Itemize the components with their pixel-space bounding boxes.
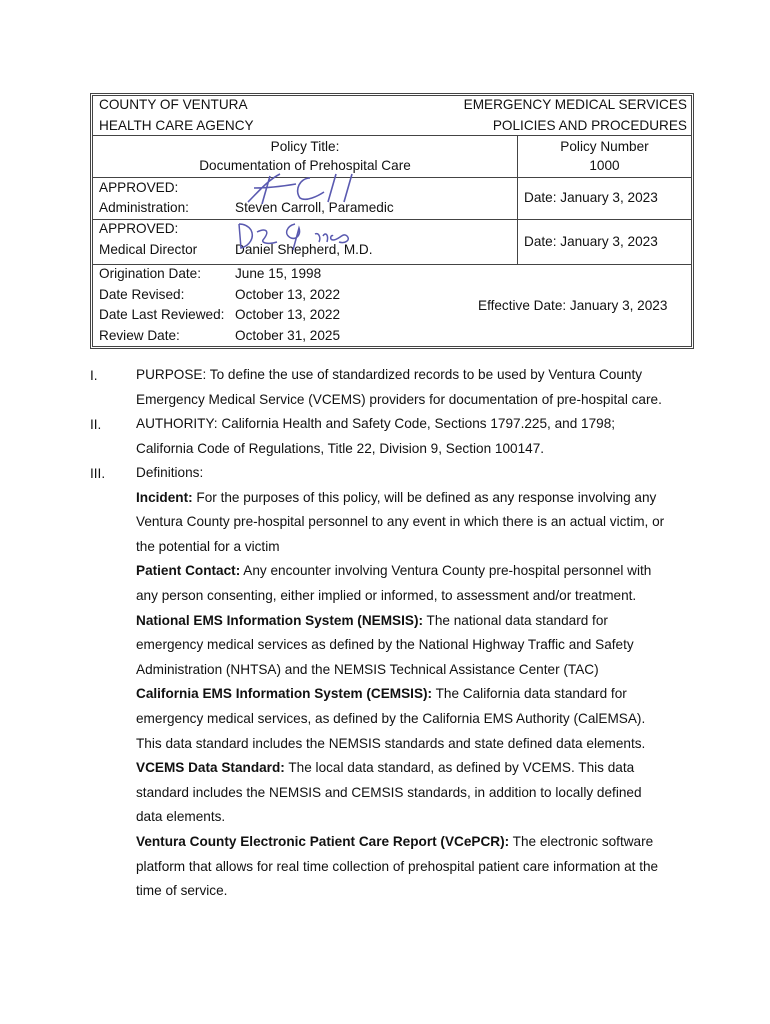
section-number-3: III. (90, 466, 106, 481)
admin-label: Administration: (99, 200, 189, 215)
purpose-line: Emergency Medical Service (VCEMS) providers for documentation of pre-hospital care. (136, 391, 662, 407)
section-number-2: II. (90, 417, 102, 432)
table-divider (93, 219, 691, 220)
authority-line: California Code of Regulations, Title 22, Division 9, Section 100147. (136, 440, 545, 456)
effective-date: Effective Date: January 3, 2023 (478, 298, 668, 313)
purpose-section (136, 363, 696, 412)
policy-title: Documentation of Prehospital Care (199, 158, 411, 173)
table-divider (93, 135, 691, 136)
reviewed-date: October 13, 2022 (235, 307, 341, 322)
authority-section (136, 412, 696, 461)
definition-term: California EMS Information System (CEMSIS): (136, 686, 433, 702)
definition-line: any person consenting, either implied or informed, to assessment and/or treatment. (136, 587, 637, 603)
definition-text: The California data standard for (432, 686, 627, 702)
definition-term: National EMS Information System (NEMSIS): (136, 612, 424, 628)
definitions-section (136, 461, 696, 904)
definition-term: Ventura County Electronic Patient Care Report (VCePCR): (136, 833, 510, 849)
definition-vcepcr (136, 830, 696, 855)
table-divider (93, 177, 691, 178)
definitions-heading: Definitions: (136, 465, 204, 480)
review-date: October 31, 2025 (235, 328, 341, 343)
definition-line: the potential for a victim (136, 538, 280, 554)
origination-label: Origination Date: (99, 266, 202, 281)
approved-label: APPROVED: (99, 180, 179, 195)
definition-text: For the purposes of this policy, will be defined as any response involving any (192, 489, 657, 505)
definition-term: Incident: (136, 489, 193, 505)
definition-line: standard includes the NEMSIS and CEMSIS standards, in addition to locally defined (136, 784, 642, 800)
definition-cemsis (136, 682, 696, 707)
agency-name: HEALTH CARE AGENCY (99, 118, 254, 133)
purpose-line: PURPOSE: To define the use of standardized records to be used by Ventura County (136, 367, 643, 382)
review-label: Review Date: (99, 328, 180, 343)
section-number-1: I. (90, 368, 98, 383)
policy-title-label: Policy Title: (270, 139, 340, 154)
definition-text: The electronic software (509, 833, 654, 849)
reviewed-label: Date Last Reviewed: (99, 307, 225, 322)
admin-name: Steven Carroll, Paramedic (235, 200, 394, 215)
revised-label: Date Revised: (99, 287, 185, 302)
policy-number: 1000 (589, 158, 620, 173)
definition-line: time of service. (136, 883, 228, 899)
authority-line: AUTHORITY: California Health and Safety Code, Sections 1797.225, and 1798; (136, 416, 616, 431)
definition-text: The national data standard for (423, 612, 608, 628)
approved-label: APPROVED: (99, 221, 179, 236)
definition-line: This data standard includes the NEMSIS standards and state defined data elements. (136, 735, 646, 751)
definition-term: Patient Contact: (136, 563, 241, 579)
revised-date: October 13, 2022 (235, 287, 341, 302)
definition-line: emergency medical services as defined by the National Highway Traffic and Safety (136, 637, 634, 653)
county-name: COUNTY OF VENTURA (99, 97, 248, 112)
definition-line: platform that allows for real time collection of prehospital patient care information at the (136, 858, 659, 874)
approval-date-2: Date: January 3, 2023 (524, 234, 658, 249)
medical-director-name: Daniel Shepherd, M.D. (235, 242, 373, 257)
policies-heading: POLICIES AND PROCEDURES (492, 118, 687, 133)
definition-line: Administration (NHTSA) and the NEMSIS Technical Assistance Center (TAC) (136, 661, 599, 677)
definition-line: emergency medical services, as defined by the California EMS Authority (CalEMSA). (136, 710, 646, 726)
definition-incident (136, 486, 696, 511)
definition-text: The local data standard, as defined by VCEMS. This data (284, 760, 635, 776)
definition-vcems-standard (136, 756, 696, 781)
approval-date-1: Date: January 3, 2023 (524, 190, 658, 205)
definition-line: Ventura County pre-hospital personnel to any event in which there is an actual victim, or (136, 514, 665, 530)
medical-director-label: Medical Director (99, 242, 198, 257)
origination-date: June 15, 1998 (235, 266, 322, 281)
definition-line: data elements. (136, 809, 226, 825)
service-name: EMERGENCY MEDICAL SERVICES (463, 97, 687, 112)
admin-signature (240, 168, 380, 208)
definition-nemsis (136, 609, 696, 634)
definition-term: VCEMS Data Standard: (136, 760, 285, 776)
definition-text: Any encounter involving Ventura County pre-hospital personnel with (240, 563, 652, 579)
definition-patient-contact (136, 559, 696, 584)
table-divider (93, 264, 691, 265)
medical-director-signature (235, 218, 365, 252)
policy-number-label: Policy Number (560, 139, 649, 154)
